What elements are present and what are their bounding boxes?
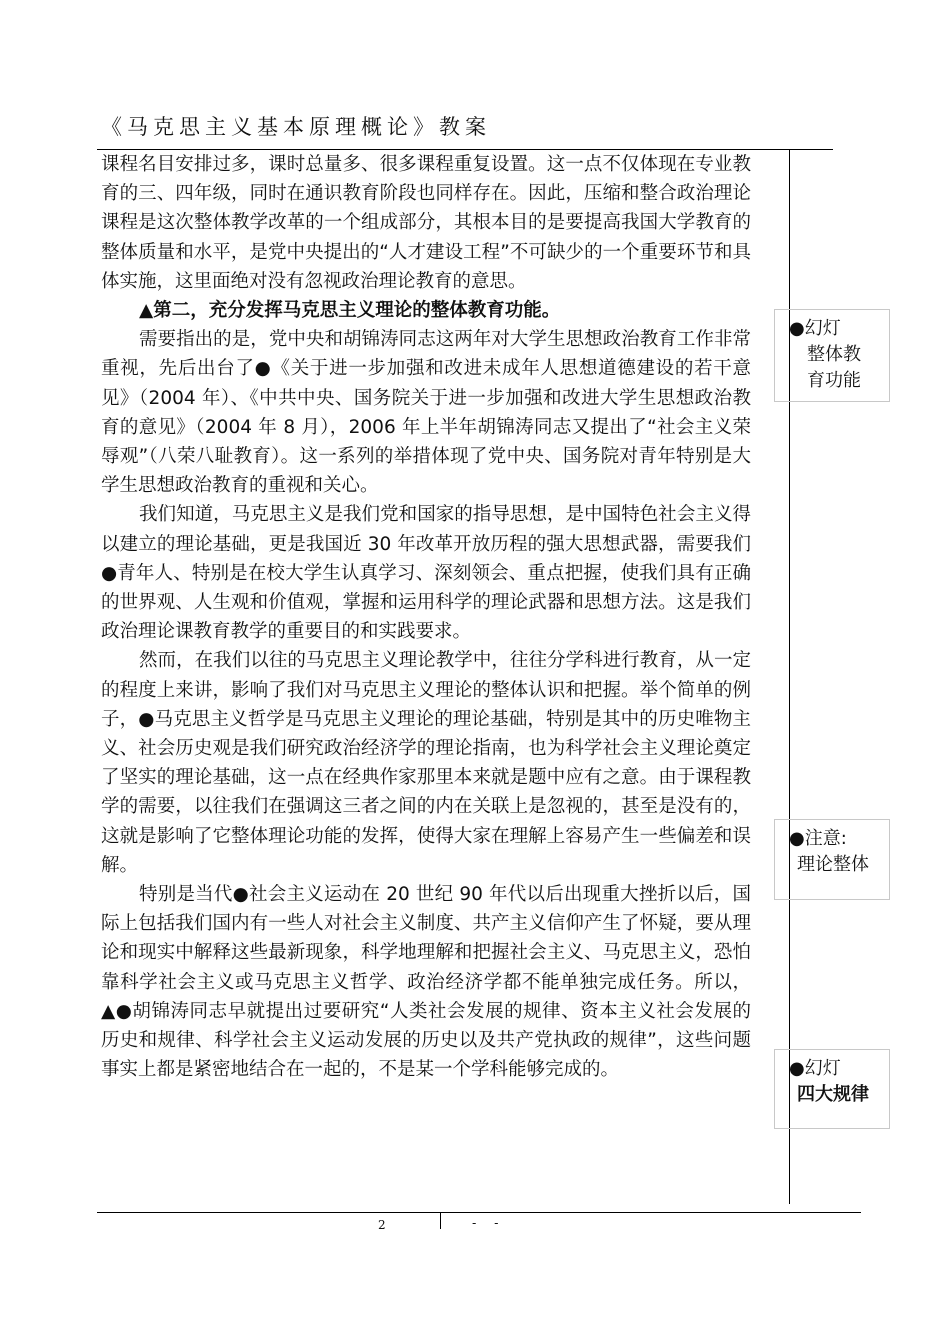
margin-column-rule xyxy=(789,149,790,1204)
margin-note-2-line-2: 理论整体 xyxy=(797,854,869,875)
margin-note-slide-2 xyxy=(774,1049,890,1129)
page-number: 2 xyxy=(378,1218,386,1232)
footer-divider xyxy=(440,1213,441,1229)
paragraph-4: 然而，在我们以往的马克思主义理论教学中，往往分学科进行教育，从一定的程度上来讲，影响了我们对马克思主义理论的整体认识和把握。举个简单的例子，●马克思主义哲学是马克思主义理论的理论基础，特别是其中的历史唯物主义、社会历史观是我们研究政治经济学的理论指南，也为科学社会主义理论奠定了坚实的理论基础，这一点在经典作家那里本来就是题中应有之意。由于课程教学的需要，以往我们在强调这三者之间的内在关联上是忽视的，甚至是没有的，这就是影响了它整体理论功能的发挥，使得大家在理解上容易产生一些偏差和误解。 xyxy=(101,650,751,876)
margin-note-3-line-2: 四大规律 xyxy=(797,1084,869,1105)
margin-note-1-line-2: 整体教 xyxy=(807,344,861,365)
paragraph-1: 课程名目安排过多，课时总量多、很多课程重复设置。这一点不仅体现在专业教育的三、四年级，同时在通识教育阶段也同样存在。因此，压缩和整合政治理论课程是这次整体教学改革的一个组成部分，其根本目的是要提高我国大学教育的整体质量和水平，是党中央提出的“人才建设工程”不可缺少的一个重要环节和具体实施，这里面绝对没有忽视政治理论教育的意思。 xyxy=(101,154,751,292)
margin-note-1-line-1: ●幻灯 xyxy=(789,318,841,339)
document-header-title: 《马克思主义基本原理概论》教案 xyxy=(101,115,491,139)
main-body-text xyxy=(101,150,751,1085)
margin-note-slide-1 xyxy=(774,309,890,402)
margin-note-3-line-1: ●幻灯 xyxy=(789,1058,841,1079)
margin-note-1-line-3: 育功能 xyxy=(807,370,861,391)
paragraph-3: 我们知道，马克思主义是我们党和国家的指导思想，是中国特色社会主义得以建立的理论基础，更是我国近 30 年改革开放历程的强大思想武器，需要我们●青年人、特别是在校大学生认真学习、深刻领会、重点把握，使我们具有正确的世界观、人生观和价值观，掌握和运用科学的理论武器和思想方法。这是我们政治理论课教育教学的重要目的和实践要求。 xyxy=(101,504,751,643)
footer-rule xyxy=(97,1212,861,1213)
paragraph-5: 特别是当代●社会主义运动在 20 世纪 90 年代以后出现重大挫折以后，国际上包括我们国内有一些人对社会主义制度、共产主义信仰产生了怀疑，要从理论和现实中解释这些最新现象，科学地理解和把握社会主义、马克思主义，恐怕靠科学社会主义或马克思主义哲学、政治经济学都不能单独完成任务。所以，▲●胡锦涛同志早就提出过要研究“人类社会发展的规律、资本主义社会发展的历史和规律、科学社会主义运动发展的历史以及共产党执政的规律”，这些问题事实上都是紧密地结合在一起的，不是某一个学科能够完成的。 xyxy=(101,884,751,1081)
margin-note-attention xyxy=(774,819,890,900)
margin-note-2-line-1: ●注意: xyxy=(789,828,847,849)
paragraph-2: 需要指出的是，党中央和胡锦涛同志这两年对大学生思想政治教育工作非常重视，先后出台了●《关于进一步加强和改进未成年人思想道德建设的若干意见》（2004 年）、《中共中央、国务院关于进一步加强和改进大学生思想政治教育的意见》（2004 年 8 月），2006 年上半年胡锦涛同志又提出了“社会主义荣辱观”（八荣八耻教育）。这一系列的举措体现了党中央、国务院对青年特别是大学生思想政治教育的重视和关心。 xyxy=(101,329,751,497)
footer-dashes: - - xyxy=(472,1216,506,1230)
section-heading: ▲第二，充分发挥马克思主义理论的整体教育功能。 xyxy=(139,300,561,322)
